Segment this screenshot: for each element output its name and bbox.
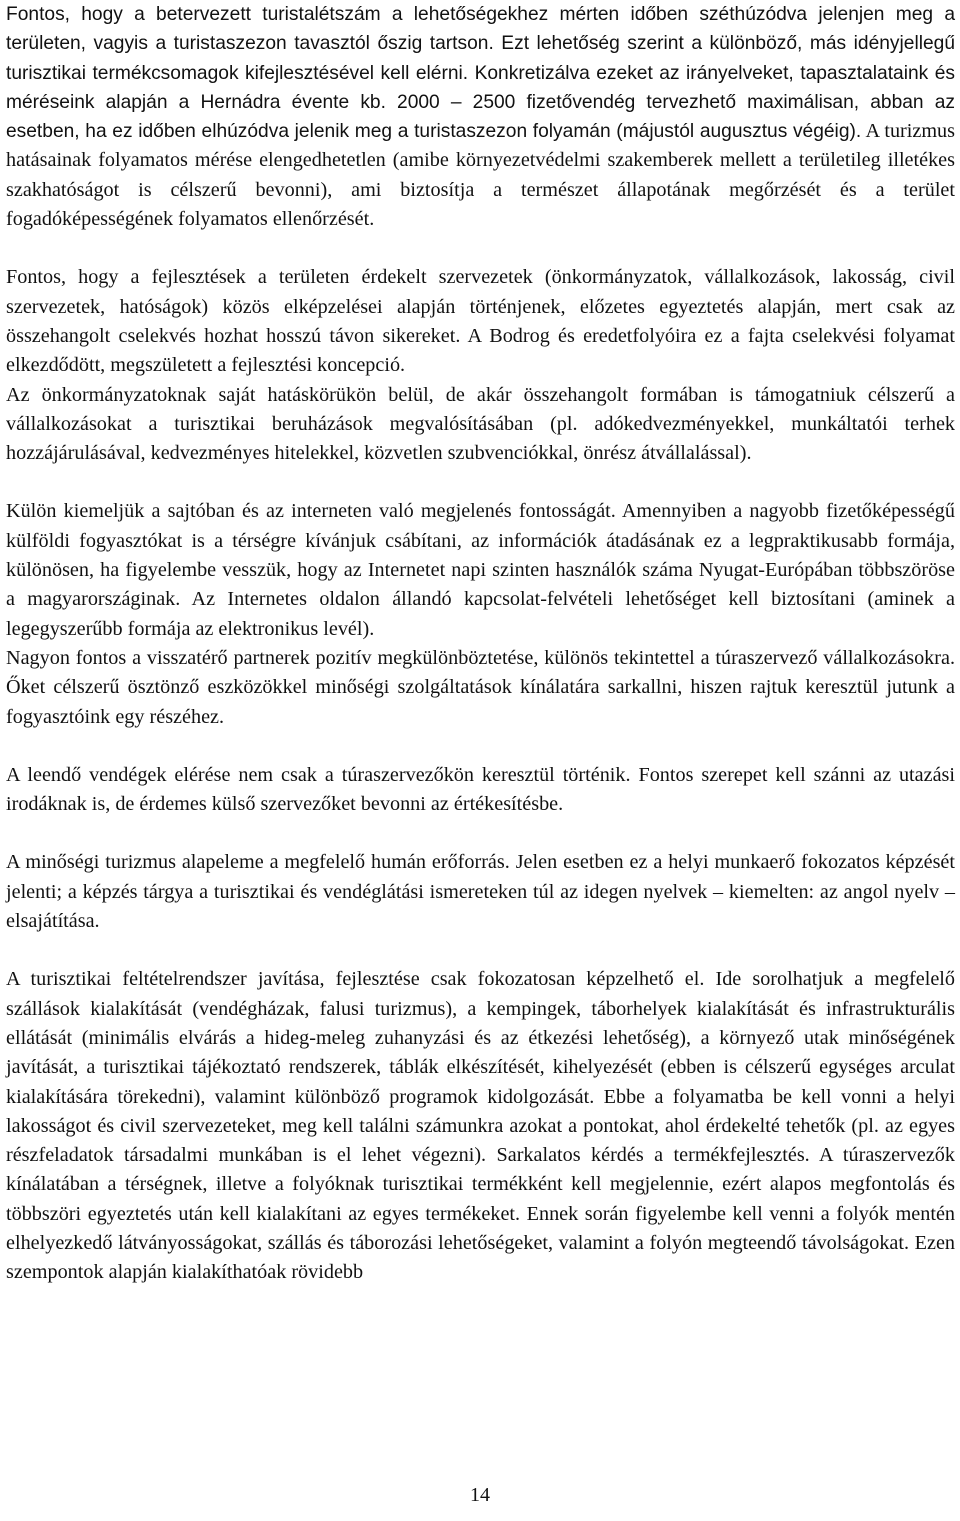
paragraph-press-internet: Külön kiemeljük a sajtóban és az interneten való megjelenés fontosságát. Amennyiben a nagyobb fizetőképességű külföldi fogyasztókat is a térségre kívánjuk csábítani, az információk átadásának ez a legpraktikusabb formája, különösen, ha figyelembe vesszük, hogy az Internetet napi szinten használók száma Nyugat-Európában többszöröse a magyarországinak. Az Internetes oldalon állandó kapcsolat-felvételi lehetőséget kell biztosítani (aminek a legegyszerűbb formája az elektronikus levél). bbox=[6, 500, 955, 640]
paragraph-travel-agencies: A leendő vendégek elérése nem csak a túraszervezőkön keresztül történik. Fontos szerepet kell szánni az utazási irodáknak is, de érdemes külső szervezőket bevonni az értékesítésbe. bbox=[6, 763, 955, 816]
paragraph-gap bbox=[6, 819, 955, 848]
paragraph-returning-partners: Nagyon fontos a visszatérő partnerek pozitív megkülönböztetése, különös tekintettel a túraszervező vállalkozásokra. Őket célszerű ösztönző eszközökkel minőségi szolgáltatások kínálatára sarkallni, hiszen rajtuk keresztül jutunk a fogyasztóink egy részéhez. bbox=[6, 646, 955, 728]
paragraph-gap bbox=[6, 936, 955, 965]
paragraph-infrastructure-development: A turisztikai feltételrendszer javítása, fejlesztése csak fokozatosan képzelhető el. Ide sorolhatjuk a megfelelő szállások kialakítását (vendégházak, falusi turizmus), a kempingek, táborhelyek kialakítását és infrastrukturális ellátását (minimális elvárás a hideg-meleg zuhanyzási és az étkezési lehetőség), a környező utak minőségének javítását, a turisztikai tájékoztató rendszerek, táblák elkészítését, kihelyezését (ebben is célszerű egységes arculat kialakítására törekedni), valamint különböző programok kidolgozását. Ebbe a folyamatba be kell vonni a helyi lakosságot és civil szervezeteket, meg kell találni számunkra azokat a pontokat, ahol érdekelté tehetők (pl. az egyes részfeladatok társadalmi munkában is el lehet végezni). Sarkalatos kérdés a termékfejlesztés. A túraszervezők kínálatában a térségnek, illetve a folyóknak turisztikai termékként kell megjelennie, ezért alapos megfontolás és többszöri egyeztetés után kell kialakítani az egyes termékeket. Ennek során figyelembe kell venni a folyók mentén elhelyezkedő látványosságokat, szállás és táborozási lehetőségeket, valamint a folyón megteendő távolságokat. Ezen szempontok alapján kialakíthatóak rövidebb bbox=[6, 968, 955, 1284]
paragraph-gap bbox=[6, 732, 955, 761]
paragraph-municipal-support: Az önkormányzatoknak saját hatáskörükön belül, de akár összehangolt formában is támogatniuk célszerű a vállalkozásokat a turisztikai beruházások megvalósításában (pl. adókedvezményekkel, munkáltatói terhek hozzájárulásával, kedvezményes hitelekkel, közvetlen szubvenciókkal, önrész átvállalással). bbox=[6, 383, 955, 465]
page-number: 14 bbox=[470, 1484, 490, 1506]
paragraph-serif-text: A turizmus hatásainak folyamatos mérése elengedhetetlen (amibe környezetvédelmi szakemberek mellett a területileg illetékes szakhatóságot is célszerű bevonni), ami biztosítja a természet állapotának megőrzését és a terület fogadóképességének folyamatos ellenőrzését. bbox=[6, 120, 955, 231]
paragraph-human-resources: A minőségi turizmus alapeleme a megfelelő humán erőforrás. Jelen esetben ez a helyi munkaerő fokozatos képzését jelenti; a képzés tárgya a turisztikai és vendéglátási ismereteken túl az idegen nyelvek – kiemelten: az angol nyelv – elsajátítása. bbox=[6, 851, 955, 933]
paragraph-gap bbox=[6, 234, 955, 263]
paragraph-gap bbox=[6, 468, 955, 497]
document-page bbox=[6, 0, 955, 1288]
paragraph-tourist-capacity bbox=[6, 0, 955, 234]
paragraph-stakeholder-cooperation: Fontos, hogy a fejlesztések a területen érdekelt szervezetek (önkormányzatok, vállalkozások, lakosság, civil szervezetek, hatóságok) közös elképzelései alapján történjenek, előzetes egyeztetés alapján, mert csak az összehangolt cselekvés hozhat hosszú távon sikereket. A Bodrog és eredetfolyóira ez a fajta cselekvési folyamat elkezdődött, megszületett a fejlesztési koncepció. bbox=[6, 266, 955, 377]
paragraph-sans-text: Fontos, hogy a betervezett turistalétszám a lehetőségekhez mérten időben széthúzódva jelenjen meg a területen, vagyis a turistaszezon tavasztól őszig tartson. Ezt lehetőség szerint a különböző, más idényjellegű turisztikai termékcsomagok kifejlesztésével kell elérni. Konkretizálva ezeket az irányelveket, tapasztalataink és méréseink alapján a Hernádra évente kb. 2000 – 2500 fizetővendég tervezhető maximálisan, abban az esetben, ha ez időben elhúzódva jelenik meg a turistaszezon folyamán (májustól augusztus végéig). bbox=[6, 4, 955, 143]
